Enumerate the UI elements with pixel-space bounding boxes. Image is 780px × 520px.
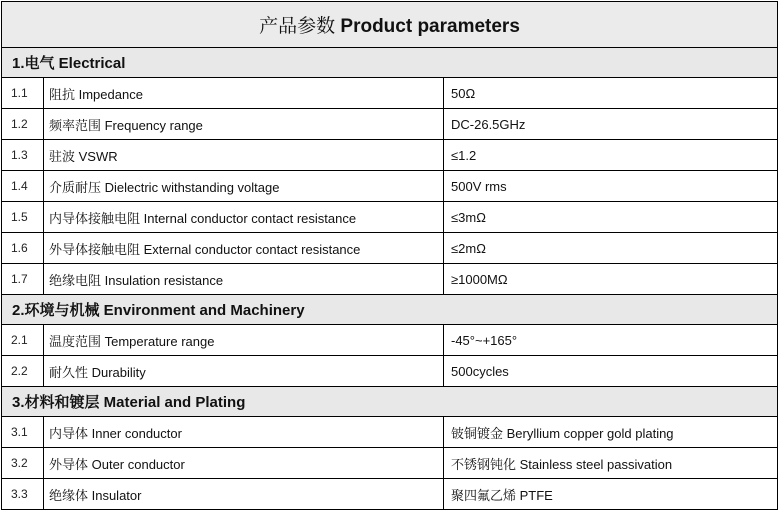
- parameter-name: 绝缘电阻 Insulation resistance: [44, 264, 444, 295]
- table-row: [2, 325, 778, 356]
- parameter-value: 铍铜镀金 Beryllium copper gold plating: [444, 417, 778, 448]
- table-row: [2, 417, 778, 448]
- title-english: Product parameters: [340, 16, 520, 37]
- parameter-value: ≤1.2: [444, 140, 778, 171]
- row-number: 1.4: [2, 171, 44, 202]
- row-number: 2.1: [2, 325, 44, 356]
- parameter-name: 绝缘体 Insulator: [44, 479, 444, 510]
- row-number: 3.2: [2, 448, 44, 479]
- parameter-name: 外导体 Outer conductor: [44, 448, 444, 479]
- table-row: [2, 109, 778, 140]
- section-heading: 2.环境与机械 Environment and Machinery: [2, 295, 778, 325]
- section-header-row: [2, 295, 778, 325]
- parameter-name: 频率范围 Frequency range: [44, 109, 444, 140]
- table-row: [2, 264, 778, 295]
- section-heading: 1.电气 Electrical: [2, 48, 778, 78]
- parameter-value: ≤2mΩ: [444, 233, 778, 264]
- parameter-name: 驻波 VSWR: [44, 140, 444, 171]
- row-number: 1.6: [2, 233, 44, 264]
- parameter-name: 温度范围 Temperature range: [44, 325, 444, 356]
- title-row: [2, 2, 778, 48]
- parameter-name: 耐久性 Durability: [44, 356, 444, 387]
- parameter-value: 不锈钢钝化 Stainless steel passivation: [444, 448, 778, 479]
- table-row: [2, 233, 778, 264]
- table-row: [2, 479, 778, 510]
- table-row: [2, 448, 778, 479]
- parameter-value: 500cycles: [444, 356, 778, 387]
- parameter-value: 50Ω: [444, 78, 778, 109]
- parameter-value: 500V rms: [444, 171, 778, 202]
- table-row: [2, 171, 778, 202]
- row-number: 1.1: [2, 78, 44, 109]
- row-number: 3.3: [2, 479, 44, 510]
- parameter-value: ≤3mΩ: [444, 202, 778, 233]
- row-number: 1.7: [2, 264, 44, 295]
- parameter-value: -45°~+165°: [444, 325, 778, 356]
- row-number: 2.2: [2, 356, 44, 387]
- row-number: 3.1: [2, 417, 44, 448]
- product-parameters-table: [1, 1, 778, 510]
- parameter-name: 内导体接触电阻 Internal conductor contact resistance: [44, 202, 444, 233]
- section-header-row: [2, 387, 778, 417]
- table-row: [2, 356, 778, 387]
- section-heading: 3.材料和镀层 Material and Plating: [2, 387, 778, 417]
- parameter-value: DC-26.5GHz: [444, 109, 778, 140]
- parameter-name: 内导体 Inner conductor: [44, 417, 444, 448]
- parameter-name: 介质耐压 Dielectric withstanding voltage: [44, 171, 444, 202]
- row-number: 1.2: [2, 109, 44, 140]
- section-header-row: [2, 48, 778, 78]
- parameter-name: 外导体接触电阻 External conductor contact resistance: [44, 233, 444, 264]
- parameter-value: 聚四氟乙烯 PTFE: [444, 479, 778, 510]
- table-row: [2, 202, 778, 233]
- title-chinese: 产品参数: [259, 15, 336, 37]
- row-number: 1.5: [2, 202, 44, 233]
- row-number: 1.3: [2, 140, 44, 171]
- table-body: [2, 2, 778, 510]
- parameter-name: 阻抗 Impedance: [44, 78, 444, 109]
- table-title: [2, 2, 778, 48]
- parameter-value: ≥1000MΩ: [444, 264, 778, 295]
- table-row: [2, 78, 778, 109]
- table-row: [2, 140, 778, 171]
